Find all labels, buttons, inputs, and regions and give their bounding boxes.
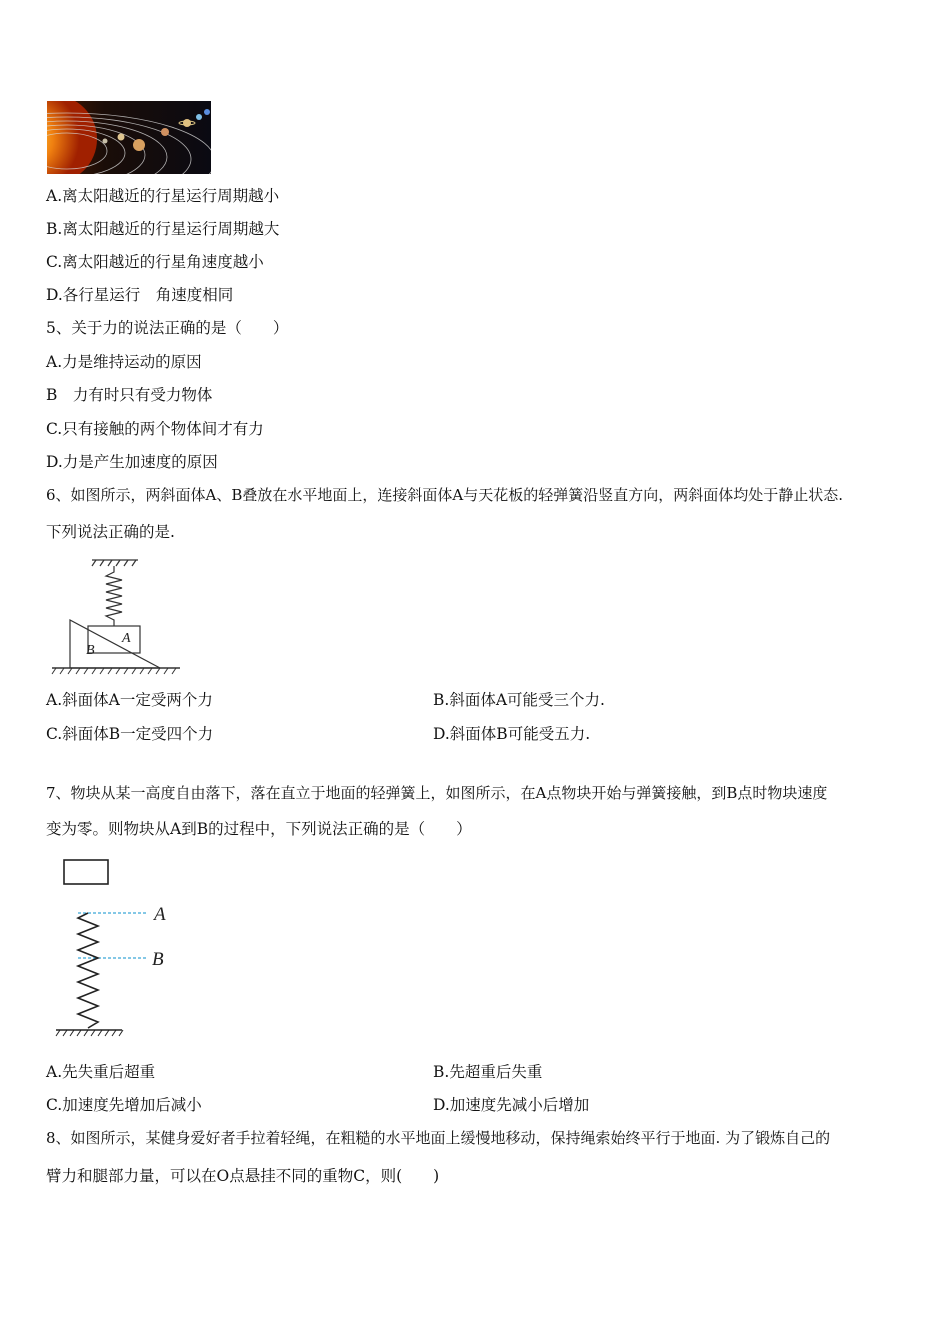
q8-stem-line2: 臂力和腿部力量，可以在O点悬挂不同的重物C，则( ) (46, 1167, 440, 1185)
q6-wedges-spring-figure (48, 556, 188, 680)
q7-figure-label-a: A (154, 904, 166, 925)
q6-option-c: C.斜面体B一定受四个力 (46, 725, 214, 743)
q4-option-c: C.离太阳越近的行星角速度越小 (46, 253, 264, 271)
q7-option-a: A.先失重后超重 (46, 1063, 156, 1081)
q6-stem-line1: 6、如图所示，两斜面体A、B叠放在水平地面上，连接斜面体A与天花板的轻弹簧沿竖直方向，两斜面体均处于静止状态. (46, 486, 844, 504)
q5-option-d: D.力是产生加速度的原因 (46, 453, 218, 471)
q4-option-d: D.各行星运行 角速度相同 (46, 286, 234, 304)
q5-option-c: C.只有接触的两个物体间才有力 (46, 420, 264, 438)
solar-system-image (47, 101, 211, 174)
q5-option-b: B 力有时只有受力物体 (46, 386, 213, 404)
q4-option-a: A.离太阳越近的行星运行周期越小 (46, 187, 280, 205)
q6-option-b: B.斜面体A可能受三个力. (433, 691, 605, 709)
q6-option-d: D.斜面体B可能受五力. (433, 725, 591, 743)
q8-stem-line1: 8、如图所示，某健身爱好者手拉着轻绳，在粗糙的水平地面上缓慢地移动，保持绳索始终平行于地面. 为了锻炼自己的 (46, 1129, 831, 1147)
q6-option-a: A.斜面体A一定受两个力 (46, 691, 213, 709)
q7-figure-label-b: B (152, 949, 164, 970)
q7-option-c: C.加速度先增加后减小 (46, 1096, 202, 1114)
q4-option-b: B.离太阳越近的行星运行周期越大 (46, 220, 280, 238)
q7-stem-line1: 7、物块从某一高度自由落下，落在直立于地面的轻弹簧上，如图所示，在A点物块开始与弹簧接触，到B点时物块速度 (46, 784, 828, 802)
q5-stem: 5、关于力的说法正确的是（ ） (46, 319, 289, 337)
q7-option-d: D.加速度先减小后增加 (433, 1096, 590, 1114)
q7-block-spring-figure (52, 858, 192, 1042)
q6-figure-label-b: B (86, 643, 95, 658)
q7-option-b: B.先超重后失重 (433, 1063, 543, 1081)
q6-stem-line2: 下列说法正确的是. (46, 523, 175, 541)
q5-option-a: A.力是维持运动的原因 (46, 353, 202, 371)
q6-figure-label-a: A (122, 631, 131, 646)
q7-stem-line2: 变为零。则物块从A到B的过程中，下列说法正确的是（ ） (46, 820, 472, 838)
